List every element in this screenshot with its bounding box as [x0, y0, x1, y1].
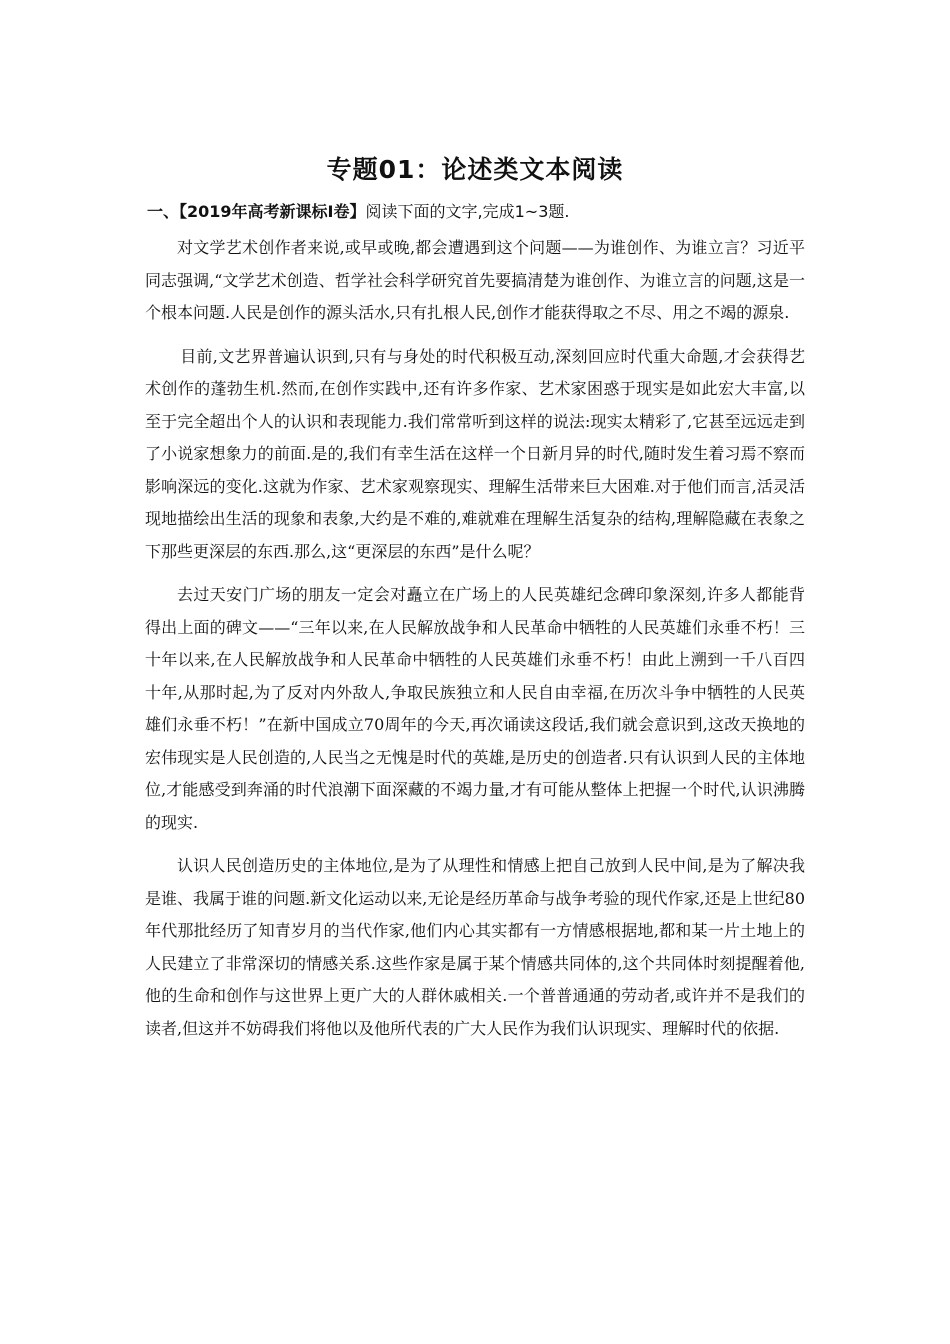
- paragraph: 对文学艺术创作者来说,或早或晚,都会遭遇到这个问题——为谁创作、为谁立言？习近平同志强调,“文学艺术创造、哲学社会科学研究首先要搞清楚为谁创作、为谁立言的问题,这是一个根本问题.人民是创作的源头活水,只有扎根人民,创作才能获得取之不尽、用之不竭的源泉.: [145, 238, 805, 322]
- paragraph: 认识人民创造历史的主体地位,是为了从理性和情感上把自己放到人民中间,是为了解决我是谁、我属于谁的问题.新文化运动以来,无论是经历革命与战争考验的现代作家,还是上世纪80年代那批经历了知青岁月的当代作家,他们内心其实都有一方情感根据地,都和某一片土地上的人民建立了非常深切的情感关系.这些作家是属于某个情感共同体的,这个共同体时刻提醒着他,他的生命和创作与这世界上更广大的人群休戚相关.一个普普通通的劳动者,或许并不是我们的读者,但这并不妨碍我们将他以及他所代表的广大人民作为我们认识现实、理解时代的依据.: [145, 856, 805, 1038]
- section-number: 一、: [147, 202, 180, 221]
- section-source: 【2019年高考新课标Ⅰ卷】: [179, 202, 366, 221]
- section-instruction: 阅读下面的文字,完成1~3题.: [365, 202, 570, 221]
- paragraph: 去过天安门广场的朋友一定会对矗立在广场上的人民英雄纪念碑印象深刻,许多人都能背得出上面的碑文——“三年以来,在人民解放战争和人民革命中牺牲的人民英雄们永垂不朽！三十年以来,在人民解放战争和人民革命中牺牲的人民英雄们永垂不朽！由此上溯到一千八百四十年,从那时起,为了反对内外敌人,争取民族独立和人民自由幸福,在历次斗争中牺牲的人民英雄们永垂不朽！”在新中国成立70周年的今天,再次诵读这段话,我们就会意识到,这改天换地的宏伟现实是人民创造的,人民当之无愧是时代的英雄,是历史的创造者.只有认识到人民的主体地位,才能感受到奔涌的时代浪潮下面深藏的不竭力量,才有可能从整体上把握一个时代,认识沸腾的现实.: [145, 585, 805, 832]
- paragraph: 目前,文艺界普遍认识到,只有与身处的时代积极互动,深刻回应时代重大命题,才会获得艺术创作的蓬勃生机.然而,在创作实践中,还有许多作家、艺术家困惑于现实是如此宏大丰富,以至于完全超出个人的认识和表现能力.我们常常听到这样的说法:现实太精彩了,它甚至远远走到了小说家想象力的前面.是的,我们有幸生活在这样一个日新月异的时代,随时发生着习焉不察而影响深远的变化.这就为作家、艺术家观察现实、理解生活带来巨大困难.对于他们而言,活灵活现地描绘出生活的现象和表象,大约是不难的,难就难在理解生活复杂的结构,理解隐藏在表象之下那些更深层的东西.那么,这“更深层的东西”是什么呢？: [145, 346, 805, 561]
- page-title: 专题01：论述类文本阅读: [326, 155, 624, 184]
- passage: [145, 232, 805, 1056]
- section-heading: [147, 201, 807, 223]
